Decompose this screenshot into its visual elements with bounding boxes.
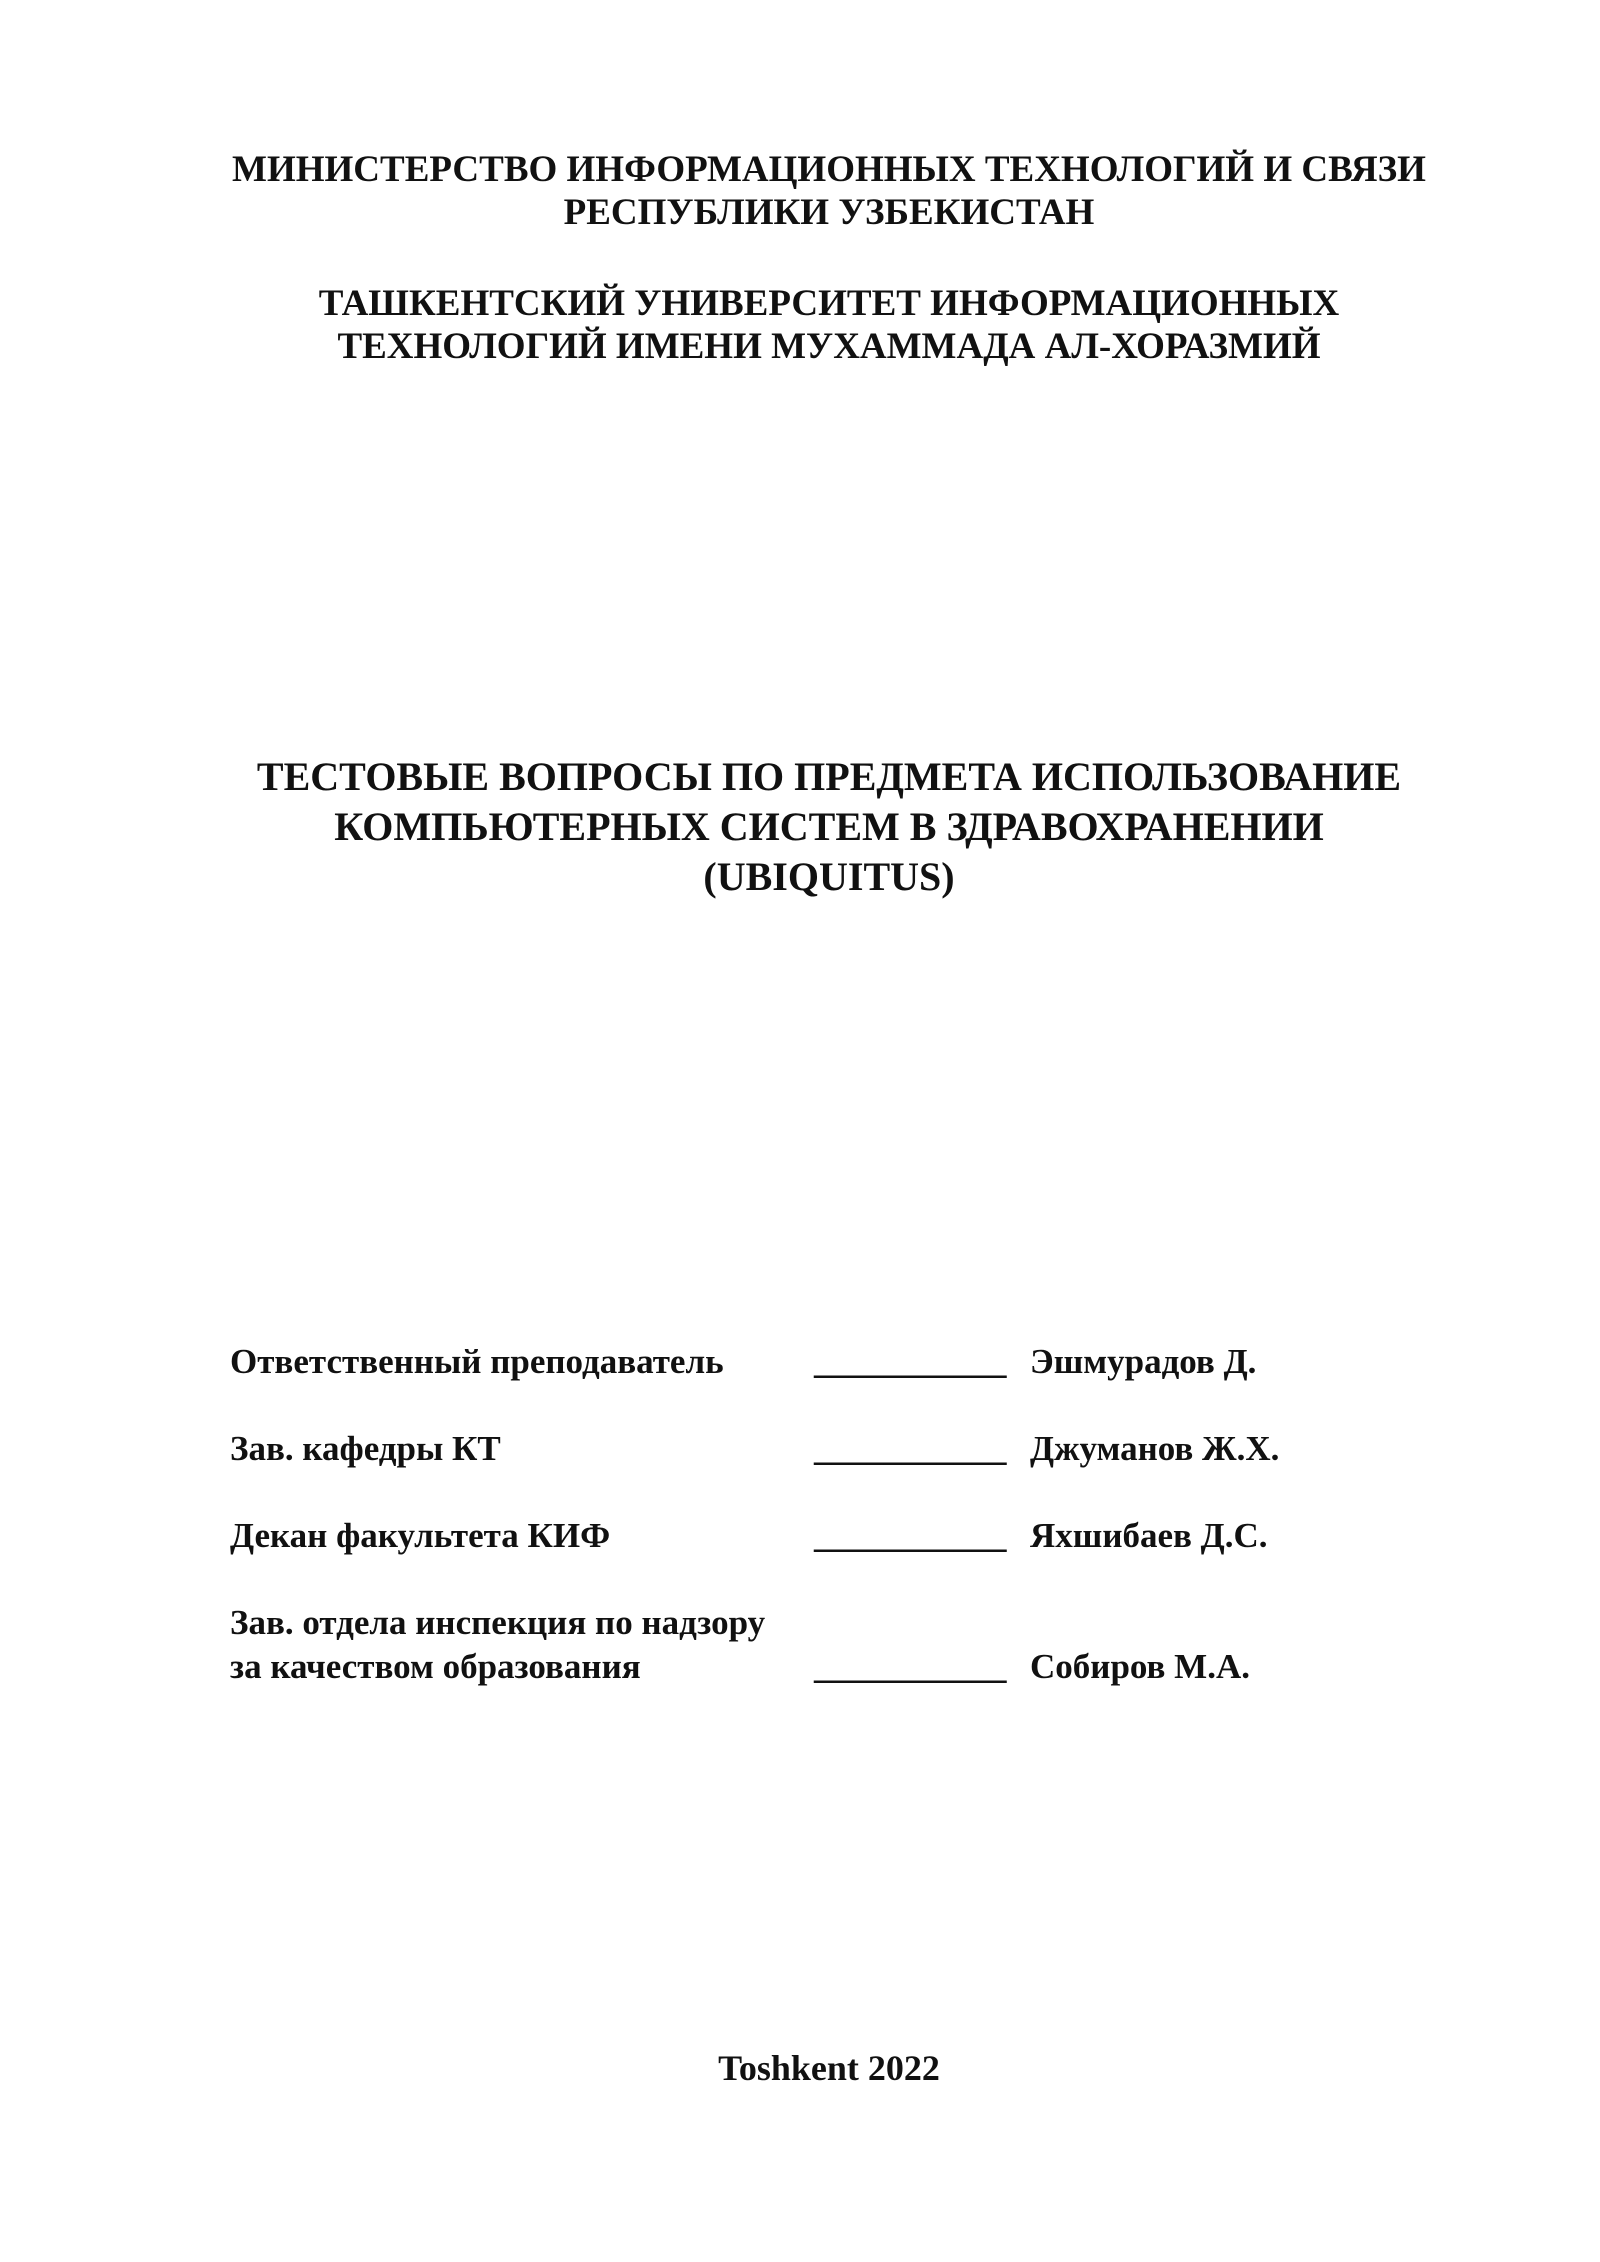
title-line: (UBIQUITUS) bbox=[703, 854, 955, 899]
title-line: КОМПЬЮТЕРНЫХ СИСТЕМ В ЗДРАВОХРАНЕНИИ bbox=[334, 804, 1324, 849]
ministry-heading bbox=[0, 148, 1600, 234]
signature-line: ___________ bbox=[814, 1647, 1007, 1686]
document-title bbox=[0, 752, 1600, 902]
signatory-name: Эшмурадов Д. bbox=[1030, 1342, 1257, 1381]
signatory-name: Собиров М.А. bbox=[1030, 1647, 1250, 1686]
signature-role: Ответственный преподаватель bbox=[230, 1342, 724, 1381]
signatory-name: Джуманов Ж.Х. bbox=[1030, 1429, 1280, 1468]
signature-line: ___________ bbox=[814, 1429, 1007, 1468]
ministry-line: РЕСПУБЛИКИ УЗБЕКИСТАН bbox=[563, 192, 1095, 233]
ministry-line: МИНИСТЕРСТВО ИНФОРМАЦИОННЫХ ТЕХНОЛОГИЙ И СВЯЗИ bbox=[232, 149, 1426, 190]
signatory-name: Яхшибаев Д.С. bbox=[1030, 1516, 1268, 1555]
signature-block bbox=[230, 1340, 1430, 1732]
signature-role: Декан факультета КИФ bbox=[230, 1516, 611, 1555]
signature-row bbox=[230, 1427, 1430, 1471]
university-line: ТЕХНОЛОГИЙ ИМЕНИ МУХАММАДА АЛ-ХОРАЗМИЙ bbox=[337, 326, 1321, 367]
signature-row bbox=[230, 1514, 1430, 1558]
place-and-year: Toshkent 2022 bbox=[718, 2048, 940, 2088]
signature-row bbox=[230, 1601, 1430, 1689]
university-heading bbox=[0, 282, 1600, 368]
signature-role: Зав. кафедры КТ bbox=[230, 1429, 501, 1468]
university-line: ТАШКЕНТСКИЙ УНИВЕРСИТЕТ ИНФОРМАЦИОННЫХ bbox=[318, 283, 1340, 324]
signature-line: ___________ bbox=[814, 1342, 1007, 1381]
signature-line: ___________ bbox=[814, 1516, 1007, 1555]
title-line: ТЕСТОВЫЕ ВОПРОСЫ ПО ПРЕДМЕТА ИСПОЛЬЗОВАНИЕ bbox=[256, 754, 1402, 799]
signature-row bbox=[230, 1340, 1430, 1384]
signature-role: Зав. отдела инспекция по надзору за качеством образования bbox=[230, 1603, 766, 1686]
